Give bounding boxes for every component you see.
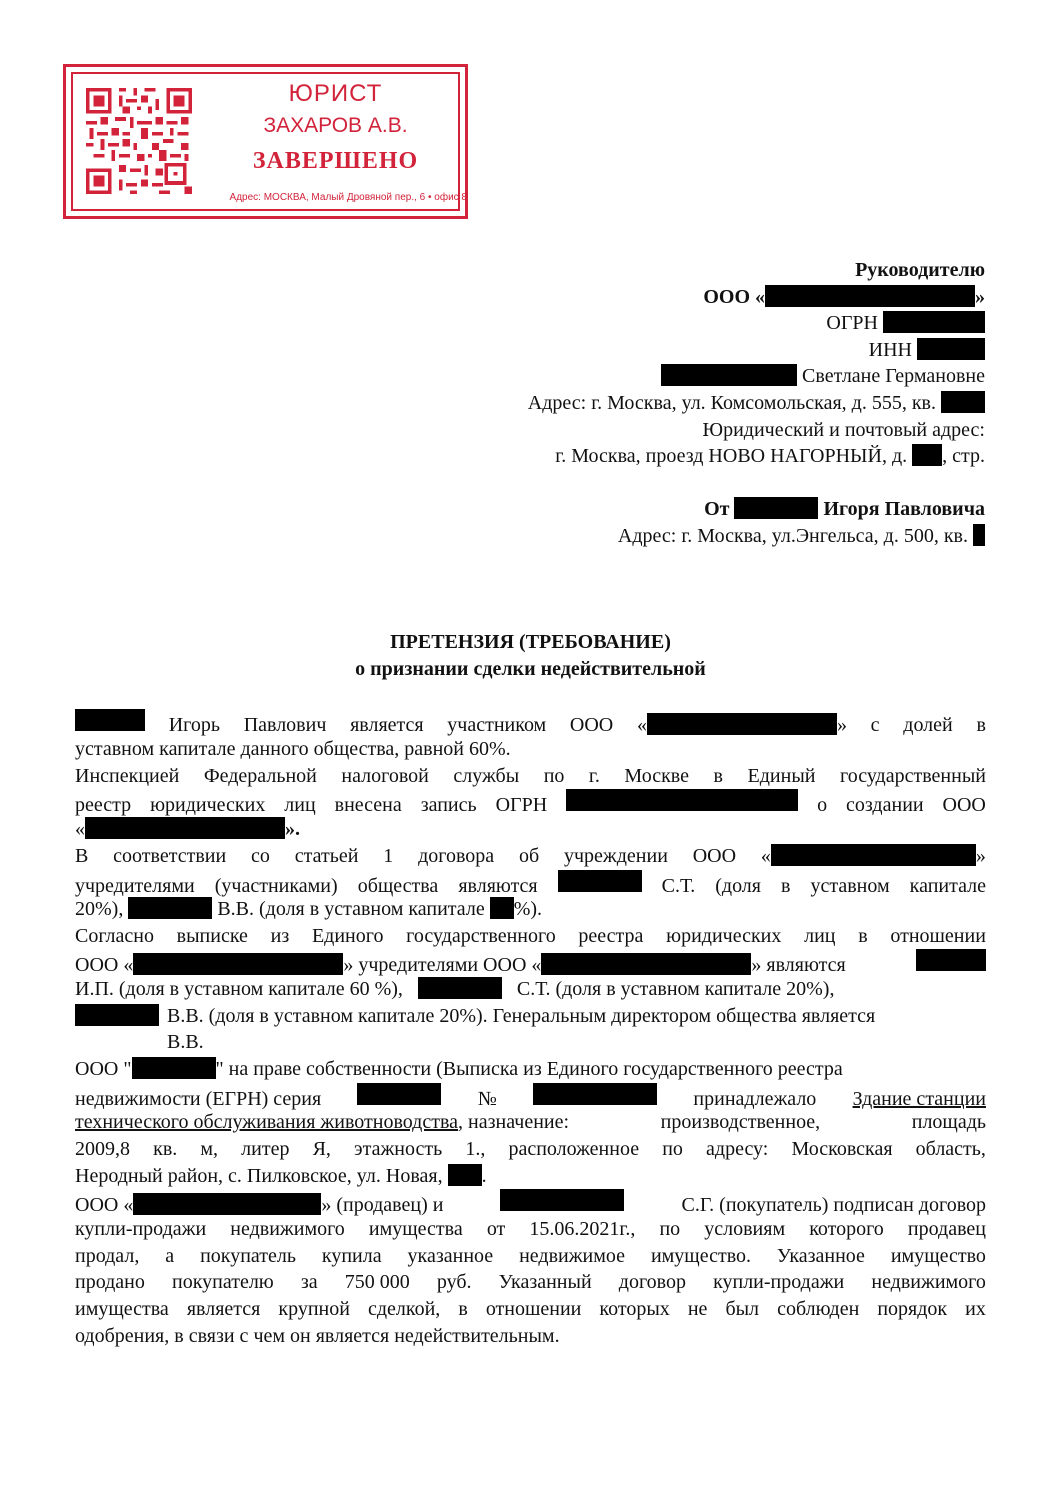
- word: а: [165, 1245, 175, 1267]
- word: юридических: [150, 794, 266, 816]
- text: В.В. (доля в уставном капитале 20%). Генеральным директором общества является: [167, 1005, 876, 1027]
- sender-address: [618, 523, 985, 549]
- word: производственное,: [660, 1111, 821, 1133]
- text: » (продавец) и: [321, 1194, 444, 1216]
- word: статьей: [294, 845, 359, 867]
- word: являются: [458, 875, 538, 897]
- word: не: [687, 1298, 708, 1320]
- word: недвижимое: [519, 1245, 626, 1267]
- word: имущества: [368, 1218, 463, 1240]
- word: Игорь: [168, 714, 220, 736]
- legal-address: [555, 443, 985, 469]
- word: из: [270, 925, 290, 947]
- word: службы: [453, 765, 520, 787]
- p6-line3: [75, 1243, 986, 1269]
- address-text: Адрес: г. Москва, ул. Комсомольская, д. 555, кв.: [527, 392, 936, 414]
- inn-label: ИНН: [868, 339, 912, 361]
- word: по: [543, 765, 565, 787]
- text: принадлежало: [693, 1088, 817, 1110]
- underlined-text: Здание станции: [852, 1088, 986, 1110]
- word: является: [186, 1298, 261, 1320]
- redaction: [647, 713, 837, 735]
- word: Федеральной: [203, 765, 317, 787]
- sender-address-text: Адрес: г. Москва, ул.Энгельса, д. 500, кв.: [617, 525, 968, 547]
- word: лиц: [804, 925, 836, 947]
- p6-line6: одобрения, в связи с чем он является недействительным.: [75, 1325, 560, 1347]
- redaction: [883, 311, 985, 333]
- text: ООО «: [75, 954, 134, 976]
- redaction: [85, 817, 285, 839]
- text: » учредителями ООО «: [343, 954, 542, 976]
- p4-line2: [75, 949, 986, 975]
- p5-line2: [75, 1083, 986, 1109]
- redaction: [765, 285, 975, 307]
- word: С.Т.: [661, 875, 696, 897]
- redaction: [490, 897, 514, 919]
- word: за: [300, 1271, 318, 1293]
- text: С.Г. (покупатель) подписан договор: [681, 1194, 986, 1216]
- word: 15.06.2021г.,: [529, 1218, 636, 1240]
- redaction: [661, 364, 797, 386]
- word: область,: [915, 1138, 986, 1160]
- stamp-name: ЗАХАРОВ А.В.: [263, 114, 408, 137]
- word: Инспекцией: [75, 765, 180, 787]
- ogrn-label: ОГРН: [826, 312, 878, 334]
- word: лиц: [284, 794, 316, 816]
- redaction: [418, 977, 502, 999]
- p2-line2: [75, 789, 986, 815]
- word: ООО: [692, 845, 737, 867]
- word: расположенное: [508, 1138, 640, 1160]
- word: уставном: [810, 875, 890, 897]
- word: Единый: [747, 765, 816, 787]
- word: 1.,: [465, 1138, 486, 1160]
- word: был: [725, 1298, 760, 1320]
- document-subtitle: о признании сделки недействительной: [355, 658, 706, 680]
- p5-line5: [75, 1163, 986, 1189]
- word: имущества: [75, 1298, 169, 1320]
- word: 2009,8: [75, 1138, 130, 1160]
- word: площадь: [911, 1111, 986, 1133]
- redaction: [75, 1004, 159, 1026]
- redaction: [132, 1057, 216, 1079]
- quote-close: »: [836, 714, 847, 736]
- p1-line2: уставном капитале данного общества, равной 60%.: [75, 738, 511, 760]
- word: купли-продажи: [75, 1218, 207, 1240]
- redaction: [912, 444, 942, 466]
- redaction: [566, 789, 798, 811]
- word: соблюден: [777, 1298, 860, 1320]
- word: капитале: [909, 875, 986, 897]
- word: адресу:: [706, 1138, 769, 1160]
- org-prefix: ООО «: [703, 286, 765, 308]
- addressee-address: [528, 390, 985, 416]
- word: м,: [200, 1138, 219, 1160]
- p6-line1: [75, 1189, 986, 1215]
- word: по: [659, 1218, 681, 1240]
- p4-line4: [75, 1003, 986, 1029]
- word: в: [976, 714, 986, 736]
- text: , назначение:: [458, 1111, 570, 1133]
- text: .: [481, 1165, 487, 1187]
- stamp-status: ЗАВЕРШЕНО: [252, 148, 419, 174]
- redaction: [917, 338, 985, 360]
- p4-line1: [75, 923, 986, 949]
- sender: [704, 496, 985, 522]
- redaction: [973, 524, 985, 546]
- p5-line1: [75, 1056, 986, 1082]
- word: в: [781, 875, 791, 897]
- word: реестра: [578, 925, 644, 947]
- word: создании: [846, 794, 924, 816]
- word: от: [486, 1218, 506, 1240]
- addressee-org: [703, 284, 985, 310]
- word: учредителями: [75, 875, 195, 897]
- stamp-inner-frame: [71, 72, 467, 211]
- word: покупателю: [172, 1271, 274, 1293]
- qr-code-icon: [86, 88, 192, 194]
- word: общества: [357, 875, 439, 897]
- redaction: [734, 497, 818, 519]
- redaction: [500, 1189, 624, 1211]
- word: Указанное: [776, 1245, 865, 1267]
- word: отношении: [890, 925, 986, 947]
- word: договора: [418, 845, 495, 867]
- word: налоговой: [341, 765, 429, 787]
- text: %).: [513, 898, 543, 920]
- org-quote: [637, 712, 847, 738]
- word: Павлович: [243, 714, 327, 736]
- document-title: ПРЕТЕНЗИЯ (ТРЕБОВАНИЕ): [390, 631, 671, 653]
- word: продал,: [75, 1245, 140, 1267]
- word: договор: [618, 1271, 686, 1293]
- word: Московская: [791, 1138, 893, 1160]
- text: ООО ": [75, 1058, 132, 1080]
- word: г.: [588, 765, 600, 787]
- word: долей: [903, 714, 953, 736]
- p4-line5: В.В.: [167, 1031, 204, 1053]
- word: сделкой,: [367, 1298, 441, 1320]
- redaction: [133, 1193, 321, 1215]
- org-suffix: »: [975, 286, 985, 308]
- word: отношении: [485, 1298, 582, 1320]
- text: ООО «: [75, 1194, 134, 1216]
- org-quote: [761, 843, 986, 869]
- word: государственного: [406, 925, 556, 947]
- text: " на праве собственности (Выписка из Единого государственного реестра: [215, 1058, 843, 1080]
- from-label: От: [704, 498, 730, 520]
- word: порядок: [877, 1298, 948, 1320]
- redaction: [357, 1083, 441, 1105]
- redaction: [558, 870, 642, 892]
- word: ООО: [569, 714, 614, 736]
- lawyer-stamp: [63, 64, 468, 219]
- word: реестр: [75, 794, 132, 816]
- word: кв.: [153, 1138, 178, 1160]
- text: » являются: [751, 954, 846, 976]
- word: имущество.: [650, 1245, 751, 1267]
- quote-open: «: [760, 845, 771, 867]
- word: Согласно: [75, 925, 154, 947]
- legal-address-a: г. Москва, проезд НОВО НАГОРНЫЙ, д.: [555, 445, 908, 467]
- word: участником: [447, 714, 547, 736]
- word: в: [458, 1298, 468, 1320]
- person-name: Светлане Германовне: [802, 365, 985, 387]
- text: И.П. (доля в уставном капитале 60 %),: [75, 978, 403, 1000]
- word: Единого: [311, 925, 384, 947]
- word: купли-продажи: [713, 1271, 845, 1293]
- word: которых: [599, 1298, 670, 1320]
- word: Указанный: [498, 1271, 592, 1293]
- p6-line4: [75, 1269, 986, 1295]
- text: №: [477, 1088, 497, 1110]
- org-quote: [75, 952, 846, 978]
- p2-line1: [75, 763, 986, 789]
- text: В.В. (доля в уставном капитале: [217, 898, 485, 920]
- word: покупатель: [200, 1245, 296, 1267]
- addressee-person: [661, 363, 985, 389]
- word: (участниками): [214, 875, 338, 897]
- word: о: [817, 794, 828, 816]
- word: запись: [420, 794, 477, 816]
- word: крупной: [278, 1298, 350, 1320]
- p5-line3: [75, 1109, 986, 1135]
- redaction: [448, 1164, 482, 1186]
- word: недвижимого: [230, 1218, 345, 1240]
- word: внесена: [334, 794, 402, 816]
- stamp-title: ЮРИСТ: [288, 80, 383, 107]
- word: Москве: [624, 765, 689, 787]
- quote-open: «: [75, 818, 85, 840]
- text: Неродный район, с. Пилковское, ул. Новая,: [75, 1165, 443, 1187]
- word: по: [662, 1138, 683, 1160]
- text: С.Т. (доля в уставном капитале 20%),: [516, 978, 835, 1000]
- p2-line3: [75, 816, 986, 842]
- word: ОГРН: [495, 794, 548, 816]
- underlined-text: технического обслуживания животноводства: [75, 1111, 459, 1133]
- quote-close: »: [975, 845, 986, 867]
- word: руб.: [436, 1271, 472, 1293]
- p3-line2: [75, 870, 986, 896]
- word: в: [713, 765, 723, 787]
- word: об: [518, 845, 540, 867]
- p3-line3: [75, 896, 986, 922]
- word: имущество: [890, 1245, 986, 1267]
- word: 1: [383, 845, 394, 867]
- word: с: [870, 714, 880, 736]
- word: которого: [809, 1218, 884, 1240]
- redaction: [771, 844, 976, 866]
- quote-close: ».: [285, 818, 300, 840]
- text: недвижимости (ЕГРН) серия: [75, 1088, 322, 1110]
- word: указанное: [407, 1245, 494, 1267]
- org-quote: [75, 1192, 443, 1218]
- addressee-role: Руководителю: [855, 259, 985, 281]
- legal-address-label: Юридический и почтовый адрес:: [702, 419, 985, 441]
- stamp-address: Адрес: МОСКВА, Малый Дровяной пер., 6 • офис 8: [229, 192, 467, 203]
- word: продано: [75, 1271, 145, 1293]
- word: литер: [241, 1138, 290, 1160]
- redaction: [133, 953, 343, 975]
- legal-address-b: , стр.: [942, 445, 985, 467]
- word: 750 000: [344, 1271, 410, 1293]
- redaction: [916, 949, 986, 971]
- word: выписке: [176, 925, 248, 947]
- word: Я,: [312, 1138, 331, 1160]
- p1-line1: [75, 709, 986, 735]
- p4-line3: [75, 976, 986, 1002]
- redaction: [941, 391, 985, 413]
- word: их: [965, 1298, 986, 1320]
- p6-line5: [75, 1296, 986, 1322]
- word: (доля: [715, 875, 761, 897]
- word: купила: [321, 1245, 382, 1267]
- word: соответствии: [113, 845, 227, 867]
- text: 20%),: [75, 898, 124, 920]
- word: В: [75, 845, 89, 867]
- word: в: [858, 925, 868, 947]
- word: юридических: [666, 925, 782, 947]
- word: учреждении: [563, 845, 668, 867]
- redaction: [75, 709, 145, 731]
- word: со: [251, 845, 270, 867]
- redaction: [533, 1083, 657, 1105]
- redaction: [128, 897, 212, 919]
- word: ООО: [942, 794, 986, 816]
- word: недвижимого: [871, 1271, 986, 1293]
- sender-name: Игоря Павловича: [823, 498, 985, 520]
- addressee-inn: [869, 337, 985, 363]
- p5-line4: [75, 1136, 986, 1162]
- quote-open: «: [636, 714, 647, 736]
- p6-line2: [75, 1216, 986, 1242]
- p3-line1: [75, 843, 986, 869]
- word: продавец: [907, 1218, 986, 1240]
- addressee-ogrn: [826, 310, 985, 336]
- word: является: [350, 714, 424, 736]
- word: государственный: [840, 765, 986, 787]
- word: этажность: [354, 1138, 443, 1160]
- word: условиям: [704, 1218, 786, 1240]
- redaction: [541, 953, 751, 975]
- building-name: [75, 1109, 569, 1135]
